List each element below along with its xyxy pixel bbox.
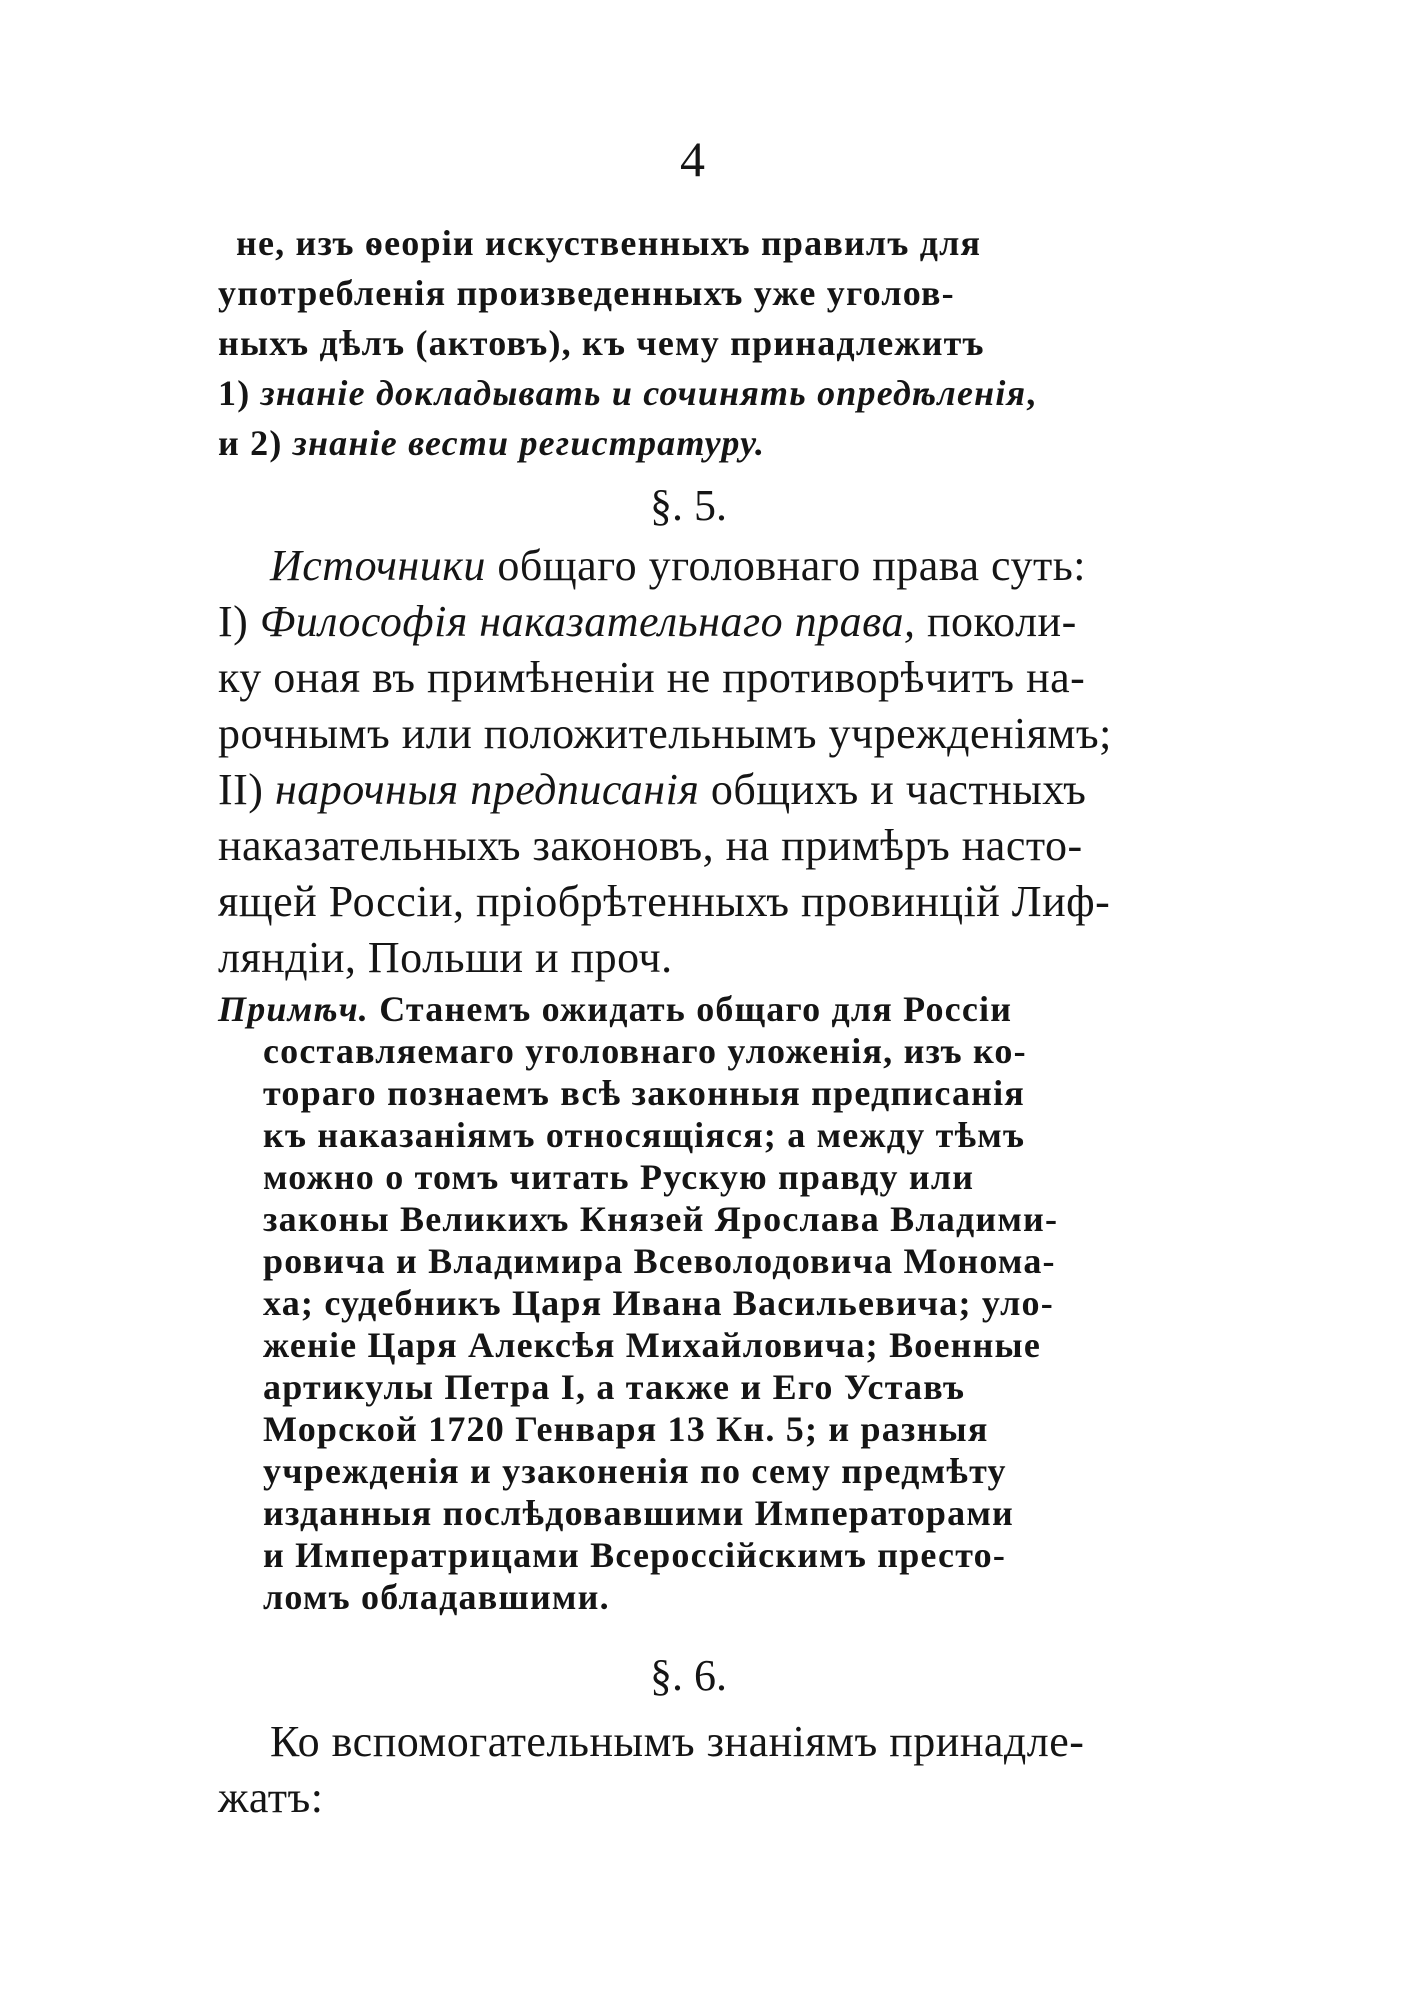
section-5-line-5-rest: общихъ и частныхъ [710,765,1087,814]
intro-line-3: ныхъ дѣлъ (актовъ), къ чему принадлежитъ [218,323,985,363]
section-6-heading: §. 6. [650,1651,727,1700]
section-5-line-1-rest: общаго уголовнаго права суть: [497,541,1086,590]
note-line-12: учрежденія и узаконенія по сему предмѣту [263,1451,1007,1491]
intro-line-5 [218,422,765,464]
section-5-line-7: ящей Россіи, пріобрѣтенныхъ провинцій Лиф- [218,877,1111,926]
section-5-line-1-italic: Источники [270,541,486,590]
section-5-line-5-italic: нарочныя предписанія [274,765,700,814]
intro-line-5-italic: знаніе вести регистратуру. [292,423,766,463]
section-5-line-1 [270,540,1086,591]
section-5-line-5 [218,764,1086,815]
section-5-line-8: ляндіи, Польши и проч. [218,933,673,982]
note-line-5: можно о томъ читать Рускую правду или [263,1157,975,1197]
note-line-4: къ наказаніямъ относящіяся; а между тѣмъ [263,1115,1026,1155]
section-6-line-1: Ко вспомогательнымъ знаніямъ принадле- [270,1717,1085,1766]
note-line-7: ровича и Владимира Всеволодовича Монома- [263,1241,1056,1281]
intro-line-2: употребленія произведенныхъ уже уголов- [218,273,955,313]
note-line-1-rest: Станемъ ожидать общаго для Россіи [379,989,1013,1029]
section-5-line-5-number: II) [218,765,264,814]
intro-line-4 [218,372,1036,414]
section-6-line-2: жатъ: [218,1773,324,1822]
intro-line-1: не, изъ ѳеоріи искуственныхъ правилъ для [236,223,982,263]
section-5-line-2-number: I) [218,597,249,646]
section-5-line-6: наказательныхъ законовъ, на примѣръ насто- [218,821,1083,870]
section-5-line-4: рочнымъ или положительнымъ учрежденіямъ; [218,709,1112,758]
note-line-3: тораго познаемъ всѣ законныя предписанія [263,1073,1025,1113]
note-line-13: изданныя послѣдовавшими Императорами [263,1493,1014,1533]
intro-line-4-italic: знаніе докладывать и сочинять опредѣленія [260,373,1027,413]
note-line-1 [218,988,1012,1030]
intro-line-5-start: и 2) [218,423,283,463]
note-line-8: ха; судебникъ Царя Ивана Васильевича; уло- [263,1283,1054,1323]
note-line-14: и Императрицами Всероссійскимъ престо- [263,1535,1007,1575]
note-line-10: артикулы Петра I, а также и Его Уставъ [263,1367,966,1407]
intro-line-4-end: , [1026,373,1037,413]
section-5-line-2-rest: поколи- [926,597,1077,646]
intro-line-4-number: 1) [218,373,251,413]
section-5-line-2 [218,596,1077,647]
note-line-9: женіе Царя Алексѣя Михайловича; Военные [263,1325,1042,1365]
note-line-15: ломъ обладавшими. [263,1577,610,1617]
section-5-heading: §. 5. [650,481,727,530]
note-line-11: Морской 1720 Генваря 13 Кн. 5; и разныя [263,1409,989,1449]
section-5-line-3: ку оная въ примѣненіи не противорѣчитъ на- [218,653,1086,702]
note-line-2: составляемаго уголовнаго уложенія, изъ ко- [263,1031,1027,1071]
note-label: Примѣч. [218,989,369,1029]
note-line-6: законы Великихъ Князей Ярослава Владими- [263,1199,1059,1239]
page-number: 4 [680,131,705,187]
section-5-line-2-italic: Философія наказательнаго права, [259,597,916,646]
